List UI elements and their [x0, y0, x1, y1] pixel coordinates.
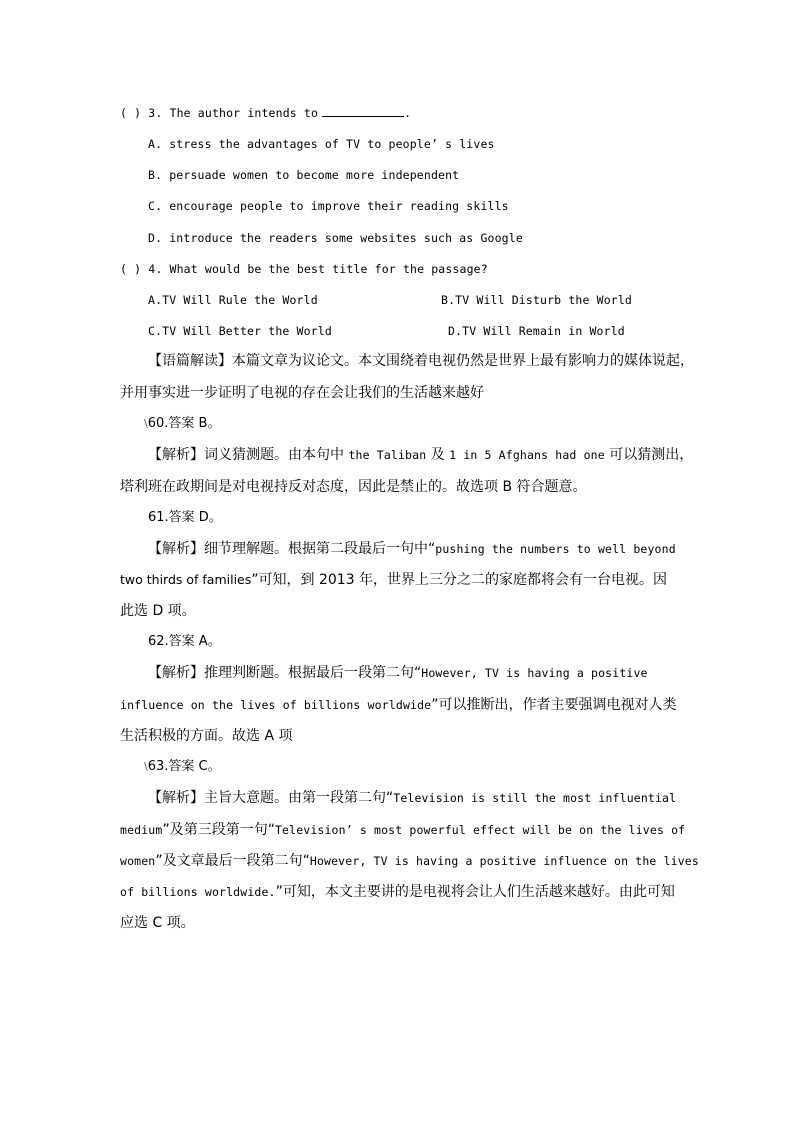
- answer-62: 62.答案 A。: [148, 634, 221, 649]
- analysis-63-line2: medium”及第三段第一句“Television’ s most powerful effect will be on the lives of: [120, 822, 686, 838]
- answer-60: \60.答案 B。: [144, 416, 221, 431]
- analysis-62-line3: 生活积极的方面。故选 A 项: [120, 728, 293, 744]
- analysis-63-line4: of billions worldwide.”可知，本文主要讲的是电视将会让人们生活越来越好。由此可知: [120, 884, 675, 900]
- analysis-61-line3: 此选 D 项。: [120, 603, 196, 619]
- discourse-label: 【语篇解读】: [148, 353, 232, 369]
- analysis-61-line1: 【解析】细节理解题。根据第二段最后一句中“pushing the numbers to well beyond: [148, 541, 676, 557]
- question-3-option-c: C. encourage people to improve their reading skills: [148, 199, 509, 213]
- answer-61: 61.答案 D。: [148, 510, 222, 525]
- question-4-option-d: D.TV Will Remain in World: [448, 324, 625, 338]
- answer-63: \63.答案 C。: [144, 759, 221, 774]
- analysis-63-line5: 应选 C 项。: [120, 915, 195, 931]
- question-3-stem: [120, 104, 411, 122]
- question-3-suffix: .: [404, 106, 412, 120]
- question-4-stem: ( ) 4. What would be the best title for the passage?: [120, 262, 488, 276]
- discourse-intro-line2: 并用事实进一步证明了电视的存在会让我们的生活越来越好: [120, 385, 484, 401]
- question-3-option-b: B. persuade women to become more independent: [148, 168, 460, 182]
- discourse-intro-line1: 【语篇解读】本篇文章为议论文。本文围绕着电视仍然是世界上最有影响力的媒体说起，: [148, 353, 694, 369]
- question-4-option-c: C.TV Will Better the World: [148, 324, 332, 338]
- analysis-63-line1: 【解析】主旨大意题。由第一段第二句“Television is still the most influential: [148, 790, 677, 806]
- analysis-62-line1: 【解析】推理判断题。根据最后一段第二句“However, TV is having a positive: [148, 665, 648, 681]
- analysis-61-line2: two thirds of families”可知，到 2013 年，世界上三分之二的家庭都将会有一台电视。因: [120, 572, 668, 588]
- question-4-option-a: A.TV Will Rule the World: [148, 293, 318, 307]
- analysis-62-line2: influence on the lives of billions worldwide”可以推断出，作者主要强调电视对人类: [120, 697, 677, 713]
- analysis-60-line1: 【解析】词义猜测题。由本句中 the Taliban 及 1 in 5 Afghans had one 可以猜测出，: [148, 447, 694, 463]
- answer-blank: [322, 104, 404, 117]
- analysis-63-line3: women”及文章最后一段第二句“However, TV is having a positive influence on the lives: [120, 853, 699, 869]
- question-4-option-b: B.TV Will Disturb the World: [441, 293, 632, 307]
- question-3-option-d: D. introduce the readers some websites such as Google: [148, 231, 523, 245]
- question-3-option-a: A. stress the advantages of TV to people’ s lives: [148, 137, 495, 151]
- question-3-prefix: ( ) 3. The author intends to: [120, 106, 319, 120]
- analysis-60-line2: 塔利班在政期间是对电视持反对态度，因此是禁止的。故选项 B 符合题意。: [120, 479, 587, 495]
